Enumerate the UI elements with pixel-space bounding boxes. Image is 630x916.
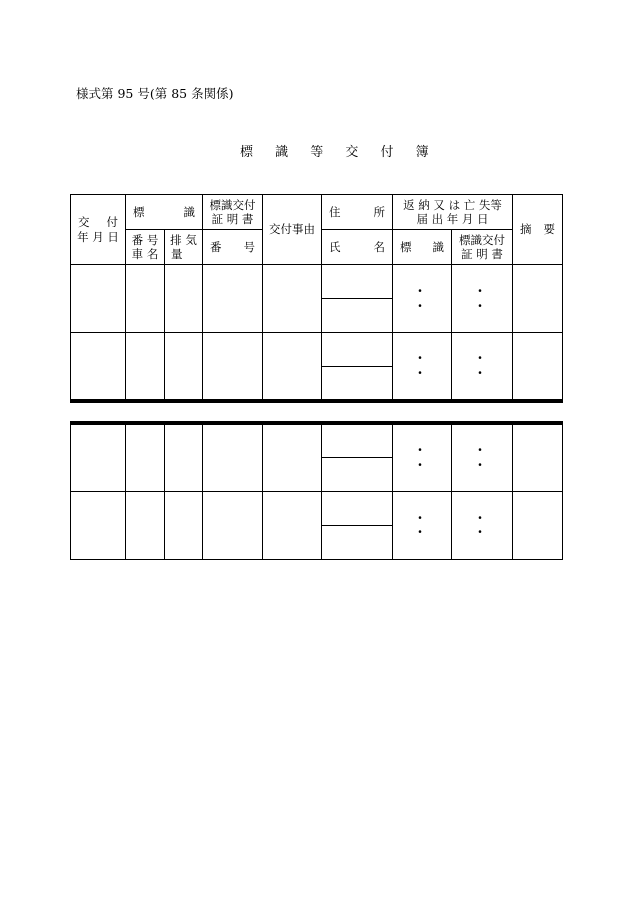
table-row — [71, 491, 563, 525]
cell-return-cert-date[interactable]: ・ ・ — [452, 333, 513, 401]
cell-return-sign-date[interactable]: ・ ・ — [393, 423, 452, 491]
cell-address[interactable] — [322, 491, 393, 525]
cell-name[interactable] — [322, 457, 393, 491]
table-row — [71, 333, 563, 367]
cell-remarks[interactable] — [513, 491, 563, 559]
cell-reason[interactable] — [263, 491, 322, 559]
header-remarks: 摘 要 — [513, 195, 563, 265]
header-sign: 標 識 — [126, 195, 203, 230]
register-table-bottom — [70, 421, 563, 560]
header-certificate-number: 番 号 — [203, 230, 263, 265]
cell-return-cert-date[interactable]: ・ ・ — [452, 491, 513, 559]
cell-reason[interactable] — [263, 265, 322, 333]
cell-displacement[interactable] — [165, 265, 203, 333]
cell-address[interactable] — [322, 333, 393, 367]
cell-sign-number[interactable] — [126, 265, 165, 333]
cell-displacement[interactable] — [165, 491, 203, 559]
cell-address[interactable] — [322, 265, 393, 299]
cell-address[interactable] — [322, 423, 393, 457]
cell-remarks[interactable] — [513, 265, 563, 333]
cell-certificate-number[interactable] — [203, 491, 263, 559]
header-certificate: 標識交付 証 明 書 — [203, 195, 263, 230]
cell-return-cert-date[interactable]: ・ ・ — [452, 265, 513, 333]
header-return-sign: 標 識 — [393, 230, 452, 265]
cell-issue-date[interactable] — [71, 491, 126, 559]
cell-sign-number[interactable] — [126, 423, 165, 491]
table-row — [71, 265, 563, 299]
cell-reason[interactable] — [263, 423, 322, 491]
cell-sign-number[interactable] — [126, 333, 165, 401]
cell-displacement[interactable] — [165, 423, 203, 491]
header-address: 住 所 — [322, 195, 393, 230]
cell-reason[interactable] — [263, 333, 322, 401]
header-return-date: 返 納 又 は 亡 失等 届 出 年 月 日 — [393, 195, 513, 230]
cell-issue-date[interactable] — [71, 423, 126, 491]
header-reason: 交付事由 — [263, 195, 322, 265]
cell-return-sign-date[interactable]: ・ ・ — [393, 265, 452, 333]
form-number: 様式第 95 号(第 85 条関係) — [76, 86, 234, 101]
cell-remarks[interactable] — [513, 423, 563, 491]
cell-name[interactable] — [322, 525, 393, 559]
cell-return-sign-date[interactable]: ・ ・ — [393, 491, 452, 559]
cell-return-cert-date[interactable]: ・ ・ — [452, 423, 513, 491]
cell-return-sign-date[interactable]: ・ ・ — [393, 333, 452, 401]
cell-certificate-number[interactable] — [203, 423, 263, 491]
cell-certificate-number[interactable] — [203, 333, 263, 401]
header-name: 氏 名 — [322, 230, 393, 265]
header-return-certificate: 標識交付 証 明 書 — [452, 230, 513, 265]
cell-displacement[interactable] — [165, 333, 203, 401]
cell-name[interactable] — [322, 299, 393, 333]
header-issue-date: 交 付 年 月 日 — [71, 195, 126, 265]
register-table-top — [70, 194, 563, 403]
table-row — [71, 423, 563, 457]
header-displacement: 排 気 量 — [165, 230, 203, 265]
cell-issue-date[interactable] — [71, 333, 126, 401]
cell-remarks[interactable] — [513, 333, 563, 401]
header-sign-number: 番 号 車 名 — [126, 230, 165, 265]
document-title: 標 識 等 交 付 簿 — [240, 145, 438, 160]
cell-sign-number[interactable] — [126, 491, 165, 559]
cell-issue-date[interactable] — [71, 265, 126, 333]
cell-name[interactable] — [322, 367, 393, 401]
cell-certificate-number[interactable] — [203, 265, 263, 333]
